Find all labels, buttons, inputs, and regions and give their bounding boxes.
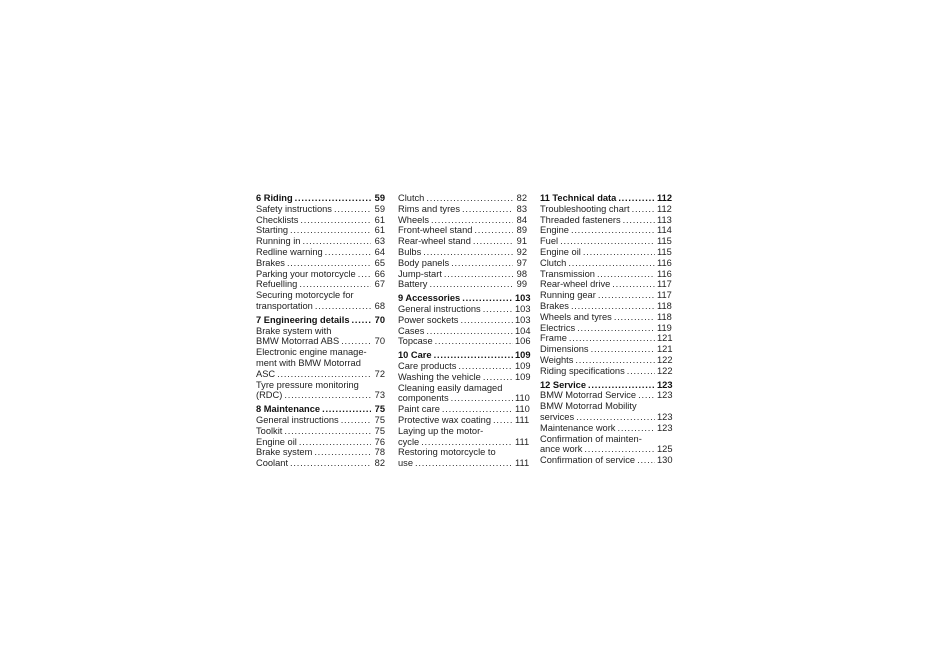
toc-entry[interactable] (398, 314, 531, 326)
toc-entry[interactable] (256, 390, 385, 401)
toc-leader-dots (637, 455, 655, 466)
toc-leader-dots (423, 247, 513, 258)
toc-page-number: 66 (374, 268, 385, 279)
toc-entry-title: Coolant (256, 458, 289, 469)
toc-page-number: 119 (657, 322, 672, 333)
toc-section-heading[interactable] (256, 193, 385, 204)
toc-leader-dots (623, 215, 655, 226)
toc-page-number: 92 (516, 246, 527, 257)
toc-entry-title: General instructions (256, 414, 339, 425)
toc-entry-title: Rear-wheel drive (540, 279, 611, 290)
toc-entry-title: Rims and tyres (398, 203, 460, 214)
toc-leader-dots (483, 372, 513, 383)
toc-entry-title: BMW Motorrad ABS (256, 336, 340, 347)
toc-leader-dots (341, 336, 371, 347)
toc-page-number: 123 (657, 390, 673, 401)
toc-page-number: 75 (374, 425, 385, 436)
toc-entry[interactable] (398, 371, 531, 383)
toc-page-number: 117 (657, 279, 672, 290)
toc-entry[interactable] (398, 236, 527, 247)
toc-entry-line: Confirmation of mainten- (540, 433, 642, 444)
toc-leader-dots (569, 333, 655, 344)
toc-page-number: 78 (374, 447, 385, 458)
toc-page-number: 106 (515, 336, 531, 347)
toc-page-number: 110 (515, 404, 530, 415)
toc-entry[interactable] (540, 411, 673, 423)
toc-leader-dots (560, 236, 655, 247)
toc-page-number: 122 (657, 365, 673, 376)
toc-page-number: 116 (657, 257, 672, 268)
toc-leader-dots (638, 390, 655, 401)
toc-entry[interactable] (398, 458, 530, 469)
toc-page-number: 64 (374, 246, 385, 257)
toc-entry-title: Cases (398, 325, 425, 336)
toc-entry[interactable] (540, 268, 672, 280)
toc-entry-title: 8 Maintenance (256, 404, 321, 415)
toc-leader-dots (284, 390, 371, 401)
toc-leader-dots (314, 447, 371, 458)
toc-page-number: 115 (657, 236, 672, 247)
toc-leader-dots (334, 204, 371, 215)
toc-leader-dots (451, 393, 513, 404)
toc-entry-title: BMW Motorrad Service (540, 390, 637, 401)
toc-entry[interactable] (540, 236, 672, 247)
toc-entry-title: 12 Service (540, 379, 587, 390)
toc-entry-title: Front-wheel stand (398, 225, 473, 236)
toc-leader-dots (627, 366, 655, 377)
toc-leader-dots (352, 315, 371, 326)
toc-entry-title: Power sockets (398, 314, 459, 325)
toc-entry-line: Electronic engine manage- (256, 347, 367, 358)
toc-page-number: 73 (374, 390, 385, 401)
toc-page-number: 121 (657, 333, 673, 344)
toc-entry-title: Weights (540, 354, 574, 365)
toc-entry-title: 10 Care (398, 350, 432, 361)
toc-page-number: 115 (657, 246, 672, 257)
toc-leader-dots (290, 458, 371, 469)
toc-page-number: 91 (516, 236, 527, 247)
toc-page-number: 116 (657, 268, 672, 279)
toc-entry-title: 7 Engineering details (256, 314, 350, 325)
toc-entry-title: Troubleshooting chart (540, 203, 630, 214)
toc-entry[interactable] (540, 322, 672, 334)
toc-page-number: 97 (516, 257, 527, 268)
toc-entry-title: (RDC) (256, 390, 283, 401)
toc-entry[interactable] (398, 193, 527, 204)
toc-page-number: 82 (374, 458, 385, 469)
toc-leader-dots (315, 301, 371, 312)
toc-entry-line: Restoring motorcycle to (398, 447, 496, 458)
toc-leader-dots (571, 225, 655, 236)
toc-entry[interactable] (398, 404, 530, 415)
toc-entry-title: Wheels and tyres (540, 311, 612, 322)
toc-entry-title: Redline warning (256, 246, 323, 257)
toc-entry-title: Riding specifications (540, 365, 625, 376)
toc-leader-dots (302, 236, 371, 247)
toc-entry-line: ment with BMW Motorrad (256, 357, 361, 368)
toc-entry-line: BMW Motorrad Mobility (540, 401, 637, 412)
toc-section-heading[interactable] (398, 350, 531, 361)
toc-entry[interactable] (256, 458, 385, 469)
toc-section-heading[interactable] (256, 404, 385, 415)
toc-entry-title: 11 Technical data (540, 193, 617, 203)
toc-entry-title: Running in (256, 236, 301, 247)
toc-entry-title: Threaded fasteners (540, 214, 621, 225)
toc-entry-line: Laying up the motor- (398, 425, 484, 436)
toc-leader-dots (577, 323, 655, 334)
toc-leader-dots (435, 336, 513, 347)
toc-entry[interactable] (540, 246, 672, 258)
toc-entry-title: Body panels (398, 257, 450, 268)
toc-entry-title: Bulbs (398, 246, 422, 257)
toc-entry[interactable] (256, 437, 385, 448)
toc-page-number: 112 (657, 203, 672, 214)
toc-entry[interactable] (540, 344, 673, 355)
toc-leader-dots (583, 247, 655, 258)
toc-entry-title: Rear-wheel stand (398, 236, 471, 247)
toc-leader-dots (295, 193, 371, 204)
toc-leader-dots (473, 236, 513, 247)
toc-entry-title: Battery (398, 279, 428, 290)
toc-column-1 (256, 193, 385, 469)
toc-entry[interactable] (256, 247, 385, 258)
toc-entry-title: Brake system (256, 447, 313, 458)
toc-page-number: 109 (515, 360, 531, 371)
toc-entry-title: Topcase (398, 336, 433, 347)
toc-entry-title: Brakes (540, 300, 569, 311)
toc-leader-dots (474, 225, 513, 236)
toc-entry[interactable] (398, 269, 527, 280)
toc-entry-title: transportation (256, 300, 313, 311)
toc-leader-dots (632, 204, 655, 215)
toc-entry-title: Protective wax coating (398, 414, 492, 425)
toc-entry[interactable] (256, 279, 385, 290)
toc-page-number: 65 (374, 257, 385, 268)
toc-entry-title: Safety instructions (256, 203, 332, 214)
toc-leader-dots (460, 315, 513, 326)
toc-leader-dots (325, 247, 371, 258)
toc-page-number: 109 (515, 371, 531, 382)
toc-entry-title: Engine oil (540, 246, 581, 257)
toc-page-number: 111 (515, 458, 530, 469)
toc-page-number: 70 (374, 314, 385, 325)
toc-leader-dots (617, 423, 655, 434)
toc-leader-dots (575, 355, 655, 366)
toc-entry-title: use (398, 458, 413, 469)
toc-page-number: 68 (374, 300, 385, 311)
toc-leader-dots (421, 437, 513, 448)
toc-entry-title: Parking your motorcycle (256, 268, 356, 279)
toc-entry[interactable] (256, 258, 385, 269)
toc-page-number: 103 (515, 314, 531, 325)
toc-page-number: 121 (657, 344, 673, 355)
toc-page-number: 117 (657, 290, 672, 301)
toc-entry-title: services (540, 411, 575, 422)
toc-page-number: 123 (657, 379, 673, 390)
toc-column-3 (540, 193, 673, 466)
toc-entry-title: Paint care (398, 404, 440, 415)
toc-leader-dots (284, 426, 371, 437)
toc-entry[interactable] (256, 301, 385, 312)
toc-section-heading[interactable] (540, 193, 672, 204)
toc-leader-dots (462, 293, 513, 304)
toc-entry[interactable] (540, 300, 672, 312)
toc-leader-dots (462, 204, 513, 215)
toc-entry[interactable] (540, 225, 672, 236)
toc-page-number: 130 (657, 455, 673, 466)
toc-page-number: 75 (374, 414, 385, 425)
toc-entry[interactable] (256, 426, 385, 437)
toc-leader-dots (322, 404, 371, 415)
toc-page-number: 89 (516, 225, 527, 236)
toc-entry-title: Fuel (540, 236, 559, 247)
toc-entry[interactable] (540, 214, 672, 226)
toc-page-number: 83 (516, 203, 527, 214)
toc-column-2 (398, 193, 531, 469)
toc-entry-title: components (398, 393, 449, 404)
toc-entry[interactable] (540, 257, 672, 269)
toc-entry[interactable] (398, 279, 527, 290)
toc-page-number: 67 (374, 279, 385, 290)
toc-page-number: 123 (657, 422, 673, 433)
toc-leader-dots (614, 312, 655, 323)
toc-entry[interactable] (256, 236, 385, 247)
toc-leader-dots (299, 437, 371, 448)
toc-page-number: 75 (374, 404, 385, 415)
toc-entry-title: Refuelling (256, 279, 298, 290)
toc-entry[interactable] (540, 390, 673, 401)
toc-leader-dots (598, 290, 655, 301)
toc-entry[interactable] (256, 369, 385, 380)
toc-entry-title: Engine oil (256, 436, 297, 447)
toc-entry[interactable] (540, 279, 672, 290)
toc-leader-dots (429, 279, 513, 290)
toc-leader-dots (434, 350, 513, 361)
toc-entry-title: Toolkit (256, 425, 283, 436)
toc-leader-dots (358, 269, 371, 280)
toc-page-number: 82 (516, 193, 527, 203)
toc-page-number: 103 (515, 303, 531, 314)
toc-entry-title: General instructions (398, 303, 481, 314)
toc-entry-title: 9 Accessories (398, 293, 461, 304)
toc-leader-dots (415, 458, 513, 469)
toc-leader-dots (287, 258, 371, 269)
toc-page-number: 112 (657, 193, 672, 203)
toc-entry[interactable] (398, 204, 527, 215)
toc-leader-dots (451, 258, 513, 269)
toc-leader-dots (300, 215, 371, 226)
toc-page-number: 118 (657, 300, 672, 311)
toc-entry[interactable] (540, 333, 673, 344)
toc-entry-title: Electrics (540, 322, 576, 333)
toc-entry-title: ASC (256, 368, 276, 379)
toc-entry-title: ance work (540, 444, 583, 455)
toc-page-number: 61 (374, 225, 385, 236)
toc-entry[interactable] (256, 447, 385, 458)
toc-page-number: 72 (374, 368, 385, 379)
toc-entry[interactable] (256, 336, 385, 347)
toc-entry[interactable] (256, 269, 385, 280)
toc-entry-title: Engine (540, 225, 569, 236)
toc-entry[interactable] (398, 360, 531, 372)
toc-entry-title: Starting (256, 225, 289, 236)
toc-entry[interactable] (398, 247, 527, 258)
toc-page-number: 110 (515, 393, 530, 404)
toc-entry[interactable] (398, 225, 527, 236)
toc-entry[interactable] (256, 215, 385, 226)
toc-page-number: 118 (657, 311, 672, 322)
toc-entry-title: Washing the vehicle (398, 371, 481, 382)
toc-leader-dots (591, 344, 655, 355)
toc-entry[interactable] (540, 455, 673, 466)
toc-leader-dots (277, 369, 371, 380)
toc-entry-title: Transmission (540, 268, 595, 279)
toc-entry[interactable] (540, 444, 673, 455)
toc-entry[interactable] (540, 354, 673, 366)
toc-section-heading[interactable] (398, 293, 531, 304)
toc-entry[interactable] (540, 203, 672, 215)
toc-leader-dots (584, 444, 655, 455)
toc-entry-title: Confirmation of service (540, 455, 636, 466)
toc-leader-dots (290, 225, 371, 236)
toc-page-number: 122 (657, 354, 673, 365)
toc-page-number: 59 (374, 203, 385, 214)
toc-section-heading[interactable] (256, 315, 385, 326)
toc-leader-dots (426, 326, 513, 337)
toc-leader-dots (458, 361, 513, 372)
toc-entry-title: Dimensions (540, 344, 589, 355)
toc-entry-title: Wheels (398, 214, 430, 225)
toc-leader-dots (483, 304, 513, 315)
toc-page-number: 98 (516, 268, 527, 279)
toc-leader-dots (612, 279, 655, 290)
toc-page-number: 99 (516, 279, 527, 290)
toc-page-number: 84 (516, 214, 527, 225)
toc-page-number: 123 (657, 411, 673, 422)
toc-page-number: 125 (657, 444, 673, 455)
toc-page-number: 109 (515, 350, 531, 361)
toc-leader-dots (576, 412, 655, 423)
toc-entry[interactable] (540, 422, 673, 434)
toc-page-number: 111 (515, 436, 530, 447)
toc-entry-title: 6 Riding (256, 193, 293, 203)
toc-entry[interactable] (398, 325, 531, 337)
toc-leader-dots (493, 415, 513, 426)
toc-entry[interactable] (256, 204, 385, 215)
toc-entry-title: Frame (540, 333, 567, 344)
toc-entry[interactable] (256, 225, 385, 236)
toc-section-heading[interactable] (540, 379, 673, 391)
toc-leader-dots (588, 380, 655, 391)
toc-entry[interactable] (398, 414, 530, 426)
toc-entry-line: Cleaning easily damaged (398, 382, 503, 393)
toc-leader-dots (571, 301, 655, 312)
toc-entry[interactable] (398, 258, 527, 269)
toc-page-number: 111 (515, 414, 530, 425)
toc-entry[interactable] (398, 393, 530, 404)
toc-entry-title: Clutch (540, 257, 567, 268)
toc-page-number: 59 (374, 193, 385, 203)
toc-leader-dots (597, 269, 655, 280)
toc-entry-line: Securing motorcycle for (256, 290, 354, 301)
toc-leader-dots (444, 269, 513, 280)
toc-page-number: 104 (515, 325, 531, 336)
toc-leader-dots (341, 415, 371, 426)
toc-leader-dots (426, 193, 513, 204)
toc-page-number: 114 (657, 225, 672, 236)
toc-page-number: 103 (515, 293, 531, 304)
toc-entry-title: Checklists (256, 214, 299, 225)
toc-entry[interactable] (398, 336, 531, 347)
toc-entry-line: Tyre pressure monitoring (256, 379, 359, 390)
toc-entry[interactable] (540, 311, 672, 323)
toc-entry-line: Brake system with (256, 325, 332, 336)
toc-entry-title: Running gear (540, 290, 596, 301)
toc-page-number: 63 (374, 236, 385, 247)
toc-page-number: 76 (374, 436, 385, 447)
toc-page-number: 113 (657, 214, 672, 225)
toc-entry[interactable] (398, 215, 527, 226)
toc-page-number: 61 (374, 214, 385, 225)
toc-entry-title: cycle (398, 436, 420, 447)
toc-page-number: 70 (374, 336, 385, 347)
toc-leader-dots (299, 279, 371, 290)
toc-leader-dots (618, 193, 655, 204)
toc-leader-dots (442, 404, 513, 415)
toc-entry-title: Maintenance work (540, 422, 616, 433)
toc-entry[interactable] (540, 290, 672, 301)
toc-entry-title: Brakes (256, 257, 285, 268)
toc-leader-dots (568, 258, 655, 269)
toc-entry[interactable] (256, 415, 385, 426)
toc-entry-title: Care products (398, 360, 457, 371)
toc-entry-title: Clutch (398, 193, 425, 203)
toc-leader-dots (431, 215, 513, 226)
toc-entry[interactable] (540, 365, 673, 377)
toc-entry[interactable] (398, 436, 530, 448)
toc-entry[interactable] (398, 303, 531, 315)
toc-entry-title: Jump-start (398, 268, 442, 279)
